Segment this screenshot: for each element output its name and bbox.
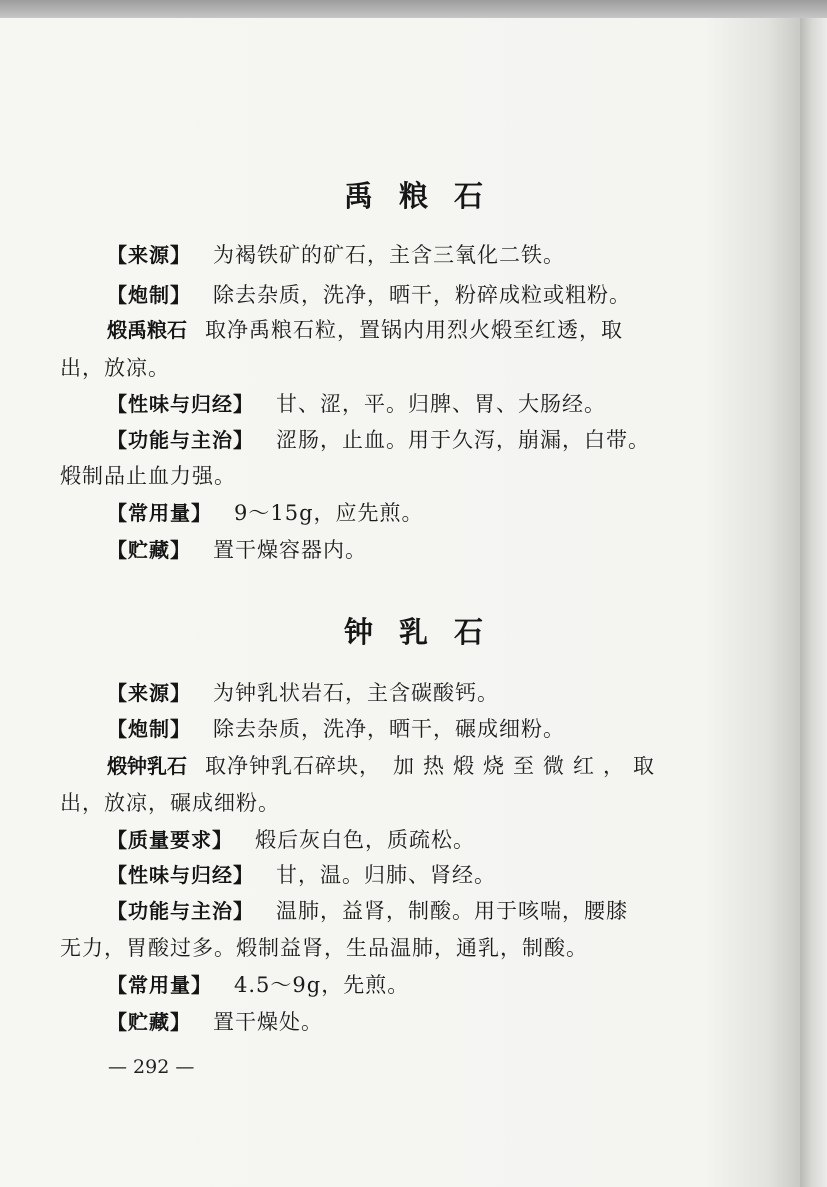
entry-text: 取净禹粮石粒，置锅内用烈火煅至红透，取: [205, 318, 623, 342]
entry-line: [60, 935, 588, 961]
entry-line: [60, 790, 280, 816]
entry-line: [107, 898, 628, 924]
entry-text: 置干燥容器内。: [213, 538, 367, 562]
entry-text: 出，放凉，碾成细粉。: [60, 791, 280, 815]
section-title: 禹粮石: [343, 179, 509, 213]
entry-text: 无力，胃酸过多。煅制益肾，生品温肺，通乳，制酸。: [60, 936, 588, 960]
entry-text: 4.5～9g，先煎。: [234, 973, 410, 997]
entry-text: 煅制品止血力强。: [60, 464, 236, 488]
entry-line: [107, 427, 650, 453]
entry-tag: 【常用量】: [107, 973, 212, 997]
entry-tag: 【贮藏】: [107, 1010, 191, 1034]
entry-text: 温肺，益肾，制酸。用于咳喘，腰膝: [276, 899, 628, 923]
entry-line: [107, 317, 623, 343]
entry-line: [107, 753, 663, 779]
entry-tag: 【来源】: [107, 681, 191, 705]
page-number: — 292 —: [108, 1056, 195, 1078]
entry-line: [107, 827, 475, 853]
entry-line: [107, 537, 367, 563]
scanner-top-band: [0, 0, 827, 18]
entry-text: 9～15g，应先煎。: [234, 501, 424, 525]
entry-term: 煅禹粮石: [107, 318, 187, 342]
entry-line: [107, 391, 606, 417]
entry-text: 为钟乳状岩石，主含碳酸钙。: [213, 681, 499, 705]
entry-tag: 【性味与归经】: [107, 863, 254, 887]
entry-text: 甘，温。归肺、肾经。: [276, 863, 496, 887]
entry-tag: 【炮制】: [107, 717, 191, 741]
entry-line: [107, 242, 565, 268]
entry-text: 出，放凉。: [60, 356, 170, 380]
entry-text: 除去杂质，洗净，晒干，粉碎成粒或粗粉。: [213, 283, 631, 307]
entry-line: [107, 500, 424, 526]
entry-text: 置干燥处。: [213, 1010, 323, 1034]
entry-line: [107, 716, 565, 742]
entry-tag: 【功能与主治】: [107, 428, 254, 452]
entry-tag: 【炮制】: [107, 283, 191, 307]
entry-text: 涩肠，止血。用于久泻，崩漏，白带。: [276, 428, 650, 452]
entry-line: [107, 680, 499, 706]
entry-line: [60, 355, 170, 381]
entry-tag: 【质量要求】: [107, 828, 233, 852]
entry-tag: 【贮藏】: [107, 538, 191, 562]
entry-line: [107, 282, 631, 308]
entry-text: 除去杂质，洗净，晒干，碾成细粉。: [213, 717, 565, 741]
entry-text: 为褐铁矿的矿石，主含三氧化二铁。: [213, 243, 565, 267]
entry-text: 加热煅烧至微红，取: [393, 754, 663, 778]
entry-line: [107, 972, 409, 998]
entry-line: [107, 1009, 323, 1035]
entry-tag: 【性味与归经】: [107, 392, 254, 416]
entry-text: 甘、涩，平。归脾、胃、大肠经。: [276, 392, 606, 416]
entry-text: 煅后灰白色，质疏松。: [255, 828, 475, 852]
entry-line: [107, 862, 496, 888]
entry-tag: 【来源】: [107, 243, 191, 267]
entry-text: 取净钟乳石碎块，: [205, 754, 381, 778]
entry-tag: 【功能与主治】: [107, 899, 254, 923]
entry-line: [60, 463, 236, 489]
entry-tag: 【常用量】: [107, 501, 212, 525]
entry-term: 煅钟乳石: [107, 754, 187, 778]
section-title: 钟乳石: [343, 615, 509, 649]
